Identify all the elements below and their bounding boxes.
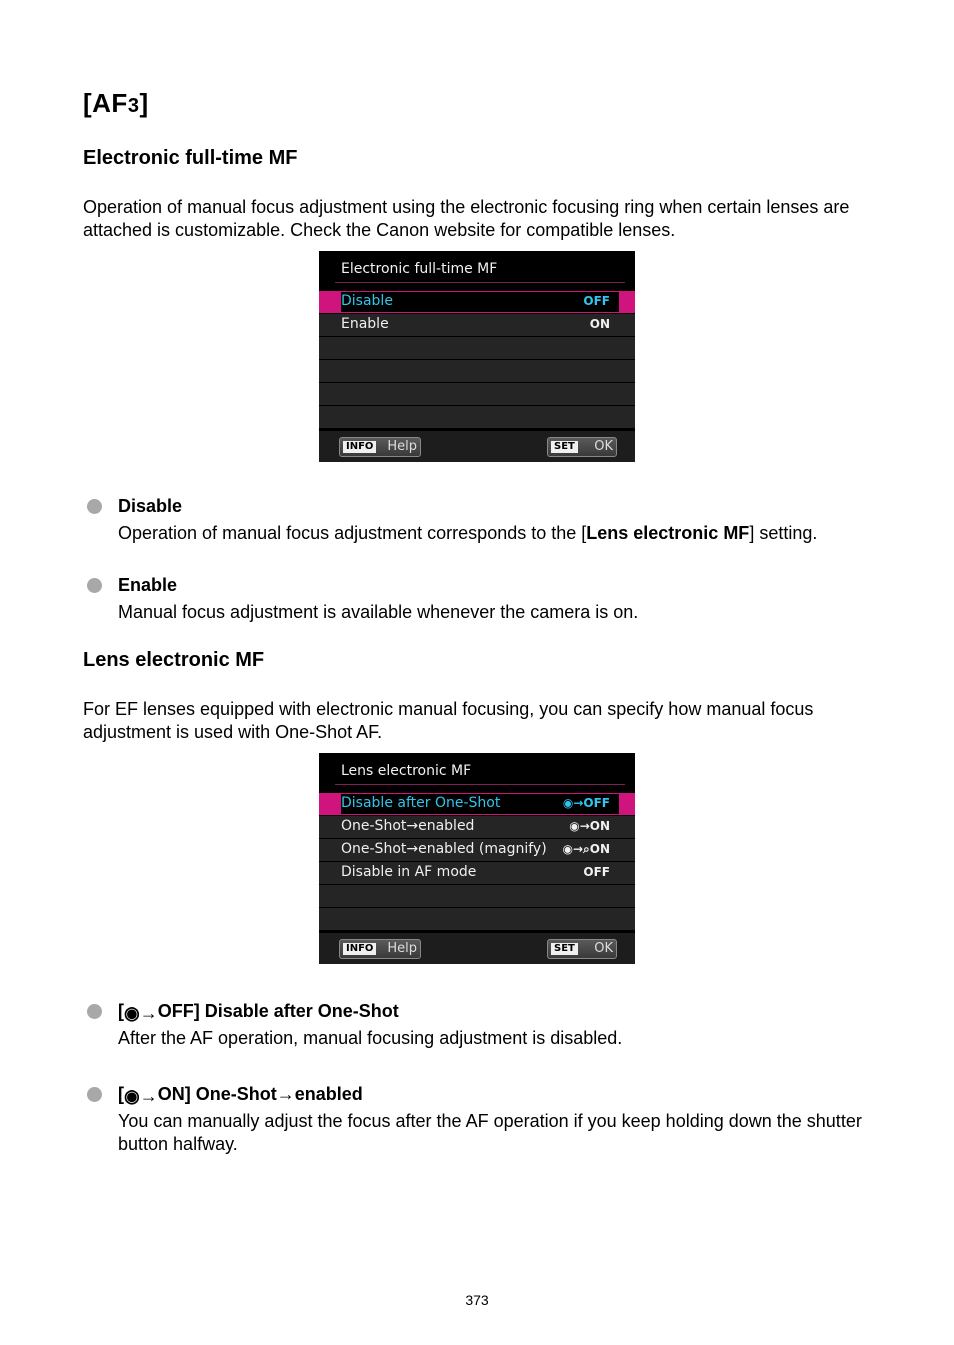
screen-row-empty — [319, 383, 635, 405]
heading-close: ] — [139, 88, 149, 118]
section2-intro: For EF lenses equipped with electronic manual focusing, you can specify how manual focus adjustment is used with One-Shot AF. — [83, 699, 814, 742]
bullet-dot — [87, 1004, 102, 1019]
screen-row-empty — [319, 406, 635, 428]
screen-row-one-shot-enabled-magnify[interactable] — [319, 839, 635, 861]
row-label: One-Shot→enabled (magnify) — [341, 841, 547, 857]
camera-screen-electronic-full-time-mf — [319, 251, 635, 462]
page-number: 373 — [465, 1292, 489, 1308]
bullet-desc-disable-after-one-shot: After the AF operation, manual focusing adjustment is disabled. — [118, 1028, 623, 1048]
page-heading — [83, 88, 149, 119]
screen-divider — [335, 282, 625, 283]
row-value: OFF — [583, 294, 610, 308]
row-label: Enable — [341, 316, 389, 332]
section-title-electronic-full-time-mf: Electronic full-time MF — [83, 147, 298, 169]
set-ok-button[interactable] — [547, 437, 617, 457]
screen-row-disable-after-one-shot[interactable] — [319, 793, 635, 815]
info-label: Help — [387, 941, 417, 956]
screen-row-one-shot-enabled[interactable] — [319, 816, 635, 838]
screen-divider — [335, 784, 625, 785]
af-ring-icon: ◉→ — [569, 819, 590, 833]
set-tag: SET — [551, 441, 578, 453]
row-value: ◉→OFF — [562, 796, 610, 810]
heading-main: [AF — [83, 88, 128, 118]
set-tag: SET — [551, 943, 578, 955]
af-ring-icon: ◉→ — [124, 1086, 158, 1106]
info-tag: INFO — [343, 441, 376, 453]
row-value: ◉→⌕ON — [562, 842, 610, 856]
set-label: OK — [594, 439, 613, 454]
af-ring-icon: ◉→ — [562, 796, 584, 810]
bullet-dot — [87, 499, 102, 514]
bullet-title-one-shot-enabled: [◉→ON] One-Shot→enabled — [118, 1084, 363, 1106]
bullet-title-disable-after-one-shot: [◉→OFF] Disable after One-Shot — [118, 1001, 399, 1023]
camera-screen-lens-electronic-mf — [319, 753, 635, 964]
bullet-dot — [87, 578, 102, 593]
heading-tab-number: 3 — [127, 95, 140, 117]
info-help-button[interactable] — [339, 939, 421, 959]
row-label: One-Shot→enabled — [341, 818, 475, 834]
bullet-desc-disable: Operation of manual focus adjustment corresponds to the [Lens electronic MF] setting. — [118, 523, 818, 543]
section-title-lens-electronic-mf: Lens electronic MF — [83, 649, 265, 671]
row-label: Disable after One-Shot — [341, 795, 501, 811]
info-tag: INFO — [343, 943, 376, 955]
screen-row-disable-in-af-mode[interactable] — [319, 862, 635, 884]
screen-row-empty — [319, 885, 635, 907]
af-ring-icon: ◉→ — [124, 1003, 158, 1023]
screen-row-disable[interactable] — [319, 291, 635, 313]
section1-intro: Operation of manual focus adjustment using the electronic focusing ring when certain lenses are attached is customizable. Check the Canon website for compatible lenses. — [83, 197, 850, 240]
set-label: OK — [594, 941, 613, 956]
screen-row-empty — [319, 360, 635, 382]
row-value: ◉→ON — [569, 819, 610, 833]
screen-footer — [319, 431, 635, 462]
row-label: Disable in AF mode — [341, 864, 477, 880]
bullet-title-enable: Enable — [118, 575, 178, 595]
info-help-button[interactable] — [339, 437, 421, 457]
bullet-desc-one-shot-enabled: You can manually adjust the focus after the AF operation if you keep holding down the shutter button halfway. — [118, 1111, 862, 1154]
screen-title: Lens electronic MF — [341, 763, 472, 779]
screen-footer — [319, 933, 635, 964]
screen-row-empty — [319, 337, 635, 359]
screen-row-enable[interactable] — [319, 314, 635, 336]
row-value: OFF — [583, 865, 610, 879]
screen-title: Electronic full-time MF — [341, 261, 498, 277]
screen-row-empty — [319, 908, 635, 930]
set-ok-button[interactable] — [547, 939, 617, 959]
row-label: Disable — [341, 293, 393, 309]
bullet-dot — [87, 1087, 102, 1102]
bullet-title-disable: Disable — [118, 496, 183, 516]
bullet-desc-enable: Manual focus adjustment is available whenever the camera is on. — [118, 602, 639, 622]
info-label: Help — [387, 439, 417, 454]
af-ring-magnify-icon: ◉→⌕ — [562, 842, 590, 856]
row-value: ON — [589, 317, 610, 331]
